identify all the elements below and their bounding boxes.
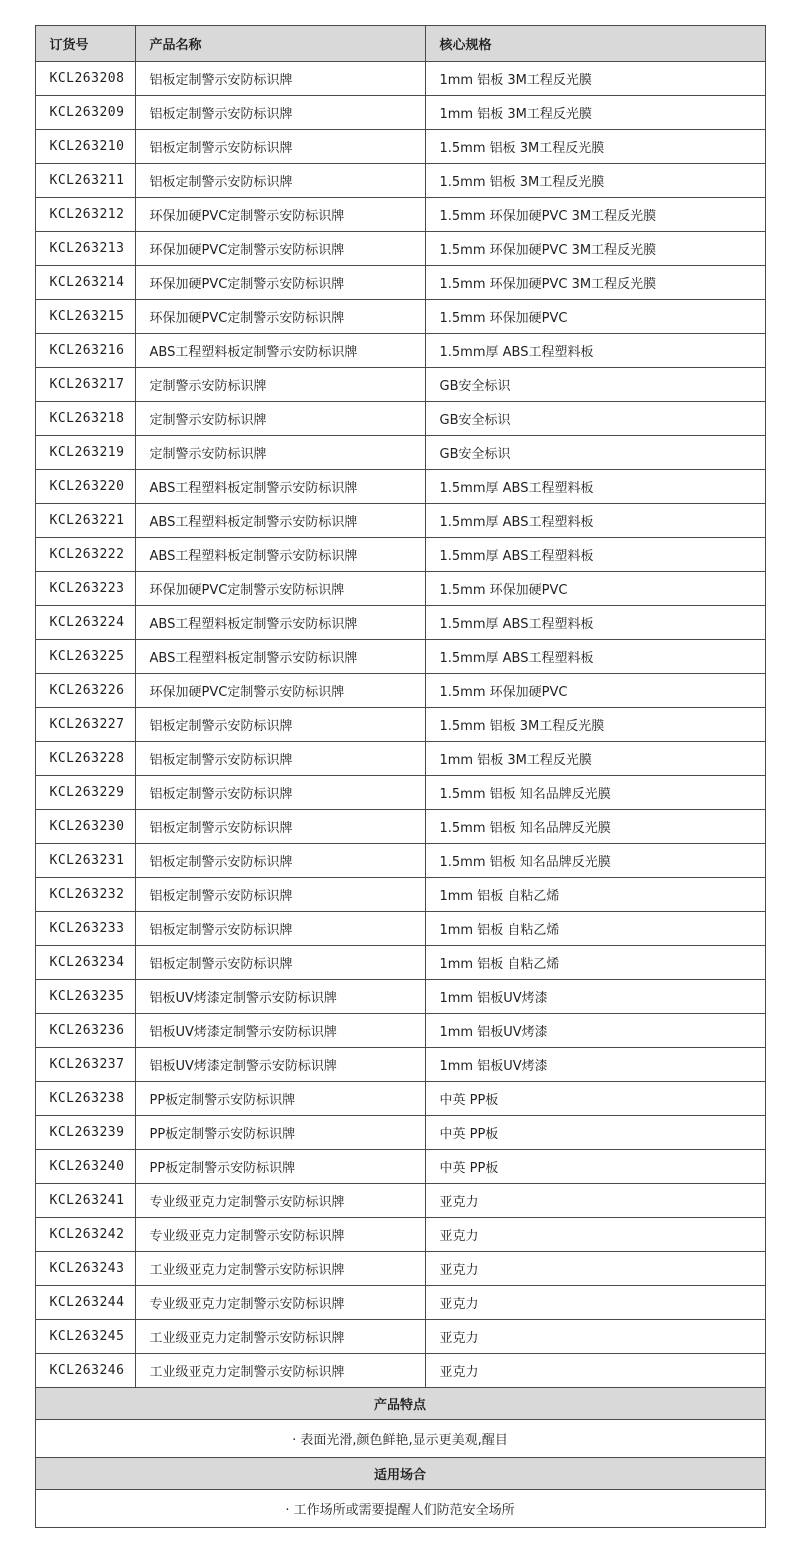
table-row: [35, 334, 765, 368]
order-no-cell: KCL263226: [35, 674, 135, 708]
spec-cell: GB安全标识: [425, 436, 765, 470]
order-no-cell: KCL263214: [35, 266, 135, 300]
order-no-cell: KCL263209: [35, 96, 135, 130]
table-header-order-no: 订货号: [35, 26, 135, 62]
table-row: [35, 1082, 765, 1116]
spec-cell: 1mm 铝板UV烤漆: [425, 1014, 765, 1048]
order-no-cell: KCL263216: [35, 334, 135, 368]
table-row: [35, 1354, 765, 1388]
order-no-cell: KCL263244: [35, 1286, 135, 1320]
table-row: [35, 402, 765, 436]
table-row: [35, 606, 765, 640]
product-spec-table: [35, 25, 766, 1528]
order-no-cell: KCL263241: [35, 1184, 135, 1218]
spec-cell: 中英 PP板: [425, 1082, 765, 1116]
spec-cell: 1mm 铝板 自粘乙烯: [425, 878, 765, 912]
product-name-cell: 铝板定制警示安防标识牌: [135, 912, 425, 946]
spec-cell: 1.5mm 环保加硬PVC 3M工程反光膜: [425, 198, 765, 232]
product-name-cell: 定制警示安防标识牌: [135, 436, 425, 470]
product-name-cell: 定制警示安防标识牌: [135, 368, 425, 402]
product-features-section: [35, 1388, 765, 1528]
spec-cell: 1.5mm厚 ABS工程塑料板: [425, 470, 765, 504]
spec-cell: 1.5mm 铝板 3M工程反光膜: [425, 164, 765, 198]
table-row: [35, 742, 765, 776]
product-name-cell: 铝板定制警示安防标识牌: [135, 946, 425, 980]
spec-cell: 1.5mm 环保加硬PVC: [425, 572, 765, 606]
table-row: [35, 368, 765, 402]
table-row: [35, 640, 765, 674]
product-name-cell: 铝板定制警示安防标识牌: [135, 878, 425, 912]
spec-cell: 亚克力: [425, 1218, 765, 1252]
order-no-cell: KCL263223: [35, 572, 135, 606]
order-no-cell: KCL263230: [35, 810, 135, 844]
spec-cell: 1.5mm 铝板 3M工程反光膜: [425, 708, 765, 742]
product-name-cell: 环保加硬PVC定制警示安防标识牌: [135, 572, 425, 606]
order-no-cell: KCL263221: [35, 504, 135, 538]
applications-content-row: [35, 1490, 765, 1528]
table-row: [35, 1116, 765, 1150]
product-name-cell: 定制警示安防标识牌: [135, 402, 425, 436]
table-row: [35, 266, 765, 300]
spec-cell: 亚克力: [425, 1320, 765, 1354]
order-no-cell: KCL263233: [35, 912, 135, 946]
table-row: [35, 1184, 765, 1218]
applications-title-row: [35, 1458, 765, 1490]
product-name-cell: PP板定制警示安防标识牌: [135, 1116, 425, 1150]
order-no-cell: KCL263239: [35, 1116, 135, 1150]
product-name-cell: 铝板定制警示安防标识牌: [135, 810, 425, 844]
table-row: [35, 1286, 765, 1320]
spec-cell: 1mm 铝板 3M工程反光膜: [425, 96, 765, 130]
product-name-cell: 铝板定制警示安防标识牌: [135, 62, 425, 96]
table-row: [35, 572, 765, 606]
table-row: [35, 62, 765, 96]
order-no-cell: KCL263237: [35, 1048, 135, 1082]
product-name-cell: PP板定制警示安防标识牌: [135, 1082, 425, 1116]
spec-cell: 1.5mm 铝板 3M工程反光膜: [425, 130, 765, 164]
product-name-cell: 环保加硬PVC定制警示安防标识牌: [135, 198, 425, 232]
table-row: [35, 504, 765, 538]
product-name-cell: 环保加硬PVC定制警示安防标识牌: [135, 674, 425, 708]
order-no-cell: KCL263238: [35, 1082, 135, 1116]
order-no-cell: KCL263232: [35, 878, 135, 912]
order-no-cell: KCL263217: [35, 368, 135, 402]
order-no-cell: KCL263242: [35, 1218, 135, 1252]
spec-cell: 1.5mm 铝板 知名品牌反光膜: [425, 844, 765, 878]
table-row: [35, 878, 765, 912]
table-row: [35, 436, 765, 470]
spec-cell: 中英 PP板: [425, 1150, 765, 1184]
order-no-cell: KCL263240: [35, 1150, 135, 1184]
table-row: [35, 130, 765, 164]
order-no-cell: KCL263211: [35, 164, 135, 198]
features-title: 产品特点: [35, 1388, 765, 1420]
table-row: [35, 980, 765, 1014]
order-no-cell: KCL263208: [35, 62, 135, 96]
table-row: [35, 810, 765, 844]
product-name-cell: 工业级亚克力定制警示安防标识牌: [135, 1252, 425, 1286]
order-no-cell: KCL263227: [35, 708, 135, 742]
spec-cell: 1.5mm 铝板 知名品牌反光膜: [425, 776, 765, 810]
order-no-cell: KCL263220: [35, 470, 135, 504]
table-row: [35, 198, 765, 232]
product-name-cell: 铝板UV烤漆定制警示安防标识牌: [135, 1048, 425, 1082]
product-name-cell: 工业级亚克力定制警示安防标识牌: [135, 1320, 425, 1354]
table-row: [35, 946, 765, 980]
spec-cell: 1mm 铝板 自粘乙烯: [425, 946, 765, 980]
table-row: [35, 776, 765, 810]
order-no-cell: KCL263225: [35, 640, 135, 674]
product-name-cell: 铝板UV烤漆定制警示安防标识牌: [135, 980, 425, 1014]
order-no-cell: KCL263222: [35, 538, 135, 572]
order-no-cell: KCL263235: [35, 980, 135, 1014]
spec-cell: 1mm 铝板 3M工程反光膜: [425, 62, 765, 96]
product-name-cell: 专业级亚克力定制警示安防标识牌: [135, 1184, 425, 1218]
spec-cell: GB安全标识: [425, 368, 765, 402]
table-header-product-name: 产品名称: [135, 26, 425, 62]
spec-cell: 1mm 铝板 自粘乙烯: [425, 912, 765, 946]
table-header-row: [35, 26, 765, 62]
table-row: [35, 1014, 765, 1048]
order-no-cell: KCL263229: [35, 776, 135, 810]
spec-cell: 1mm 铝板 3M工程反光膜: [425, 742, 765, 776]
order-no-cell: KCL263243: [35, 1252, 135, 1286]
product-name-cell: ABS工程塑料板定制警示安防标识牌: [135, 470, 425, 504]
order-no-cell: KCL263215: [35, 300, 135, 334]
table-row: [35, 538, 765, 572]
table-row: [35, 1218, 765, 1252]
spec-cell: 1.5mm 环保加硬PVC 3M工程反光膜: [425, 266, 765, 300]
product-name-cell: 铝板定制警示安防标识牌: [135, 776, 425, 810]
table-row: [35, 1048, 765, 1082]
table-row: [35, 1252, 765, 1286]
product-name-cell: PP板定制警示安防标识牌: [135, 1150, 425, 1184]
product-name-cell: ABS工程塑料板定制警示安防标识牌: [135, 334, 425, 368]
features-content-row: [35, 1420, 765, 1458]
spec-cell: 1mm 铝板UV烤漆: [425, 1048, 765, 1082]
table-row: [35, 232, 765, 266]
spec-cell: 1.5mm 环保加硬PVC 3M工程反光膜: [425, 232, 765, 266]
product-name-cell: ABS工程塑料板定制警示安防标识牌: [135, 504, 425, 538]
product-name-cell: 铝板定制警示安防标识牌: [135, 130, 425, 164]
order-no-cell: KCL263224: [35, 606, 135, 640]
product-name-cell: 专业级亚克力定制警示安防标识牌: [135, 1218, 425, 1252]
spec-cell: 1.5mm厚 ABS工程塑料板: [425, 606, 765, 640]
product-name-cell: ABS工程塑料板定制警示安防标识牌: [135, 606, 425, 640]
product-name-cell: 铝板定制警示安防标识牌: [135, 96, 425, 130]
spec-cell: 中英 PP板: [425, 1116, 765, 1150]
table-row: [35, 844, 765, 878]
product-name-cell: ABS工程塑料板定制警示安防标识牌: [135, 640, 425, 674]
order-no-cell: KCL263213: [35, 232, 135, 266]
table-row: [35, 470, 765, 504]
product-name-cell: 铝板UV烤漆定制警示安防标识牌: [135, 1014, 425, 1048]
spec-cell: 亚克力: [425, 1286, 765, 1320]
product-name-cell: 铝板定制警示安防标识牌: [135, 844, 425, 878]
spec-cell: 1.5mm厚 ABS工程塑料板: [425, 504, 765, 538]
product-table-body: [35, 62, 765, 1388]
order-no-cell: KCL263246: [35, 1354, 135, 1388]
order-no-cell: KCL263219: [35, 436, 135, 470]
order-no-cell: KCL263245: [35, 1320, 135, 1354]
spec-cell: 亚克力: [425, 1184, 765, 1218]
product-name-cell: 铝板定制警示安防标识牌: [135, 708, 425, 742]
spec-cell: 1.5mm厚 ABS工程塑料板: [425, 538, 765, 572]
table-row: [35, 912, 765, 946]
features-content: · 表面光滑,颜色鲜艳,显示更美观,醒目: [35, 1420, 765, 1458]
order-no-cell: KCL263231: [35, 844, 135, 878]
order-no-cell: KCL263210: [35, 130, 135, 164]
applications-content: · 工作场所或需要提醒人们防范安全场所: [35, 1490, 765, 1528]
spec-cell: 亚克力: [425, 1354, 765, 1388]
table-row: [35, 96, 765, 130]
features-title-row: [35, 1388, 765, 1420]
product-name-cell: 环保加硬PVC定制警示安防标识牌: [135, 300, 425, 334]
table-header-spec: 核心规格: [425, 26, 765, 62]
product-name-cell: 专业级亚克力定制警示安防标识牌: [135, 1286, 425, 1320]
spec-cell: 1.5mm 铝板 知名品牌反光膜: [425, 810, 765, 844]
table-row: [35, 708, 765, 742]
product-name-cell: 环保加硬PVC定制警示安防标识牌: [135, 232, 425, 266]
product-name-cell: 工业级亚克力定制警示安防标识牌: [135, 1354, 425, 1388]
spec-cell: GB安全标识: [425, 402, 765, 436]
table-row: [35, 164, 765, 198]
table-row: [35, 674, 765, 708]
order-no-cell: KCL263212: [35, 198, 135, 232]
applications-title: 适用场合: [35, 1458, 765, 1490]
spec-cell: 1.5mm 环保加硬PVC: [425, 674, 765, 708]
spec-cell: 1.5mm 环保加硬PVC: [425, 300, 765, 334]
product-name-cell: 铝板定制警示安防标识牌: [135, 164, 425, 198]
table-row: [35, 1150, 765, 1184]
spec-cell: 1.5mm厚 ABS工程塑料板: [425, 640, 765, 674]
order-no-cell: KCL263228: [35, 742, 135, 776]
spec-cell: 1mm 铝板UV烤漆: [425, 980, 765, 1014]
product-name-cell: ABS工程塑料板定制警示安防标识牌: [135, 538, 425, 572]
product-name-cell: 环保加硬PVC定制警示安防标识牌: [135, 266, 425, 300]
table-row: [35, 1320, 765, 1354]
table-row: [35, 300, 765, 334]
product-name-cell: 铝板定制警示安防标识牌: [135, 742, 425, 776]
order-no-cell: KCL263218: [35, 402, 135, 436]
spec-cell: 亚克力: [425, 1252, 765, 1286]
order-no-cell: KCL263236: [35, 1014, 135, 1048]
spec-cell: 1.5mm厚 ABS工程塑料板: [425, 334, 765, 368]
order-no-cell: KCL263234: [35, 946, 135, 980]
